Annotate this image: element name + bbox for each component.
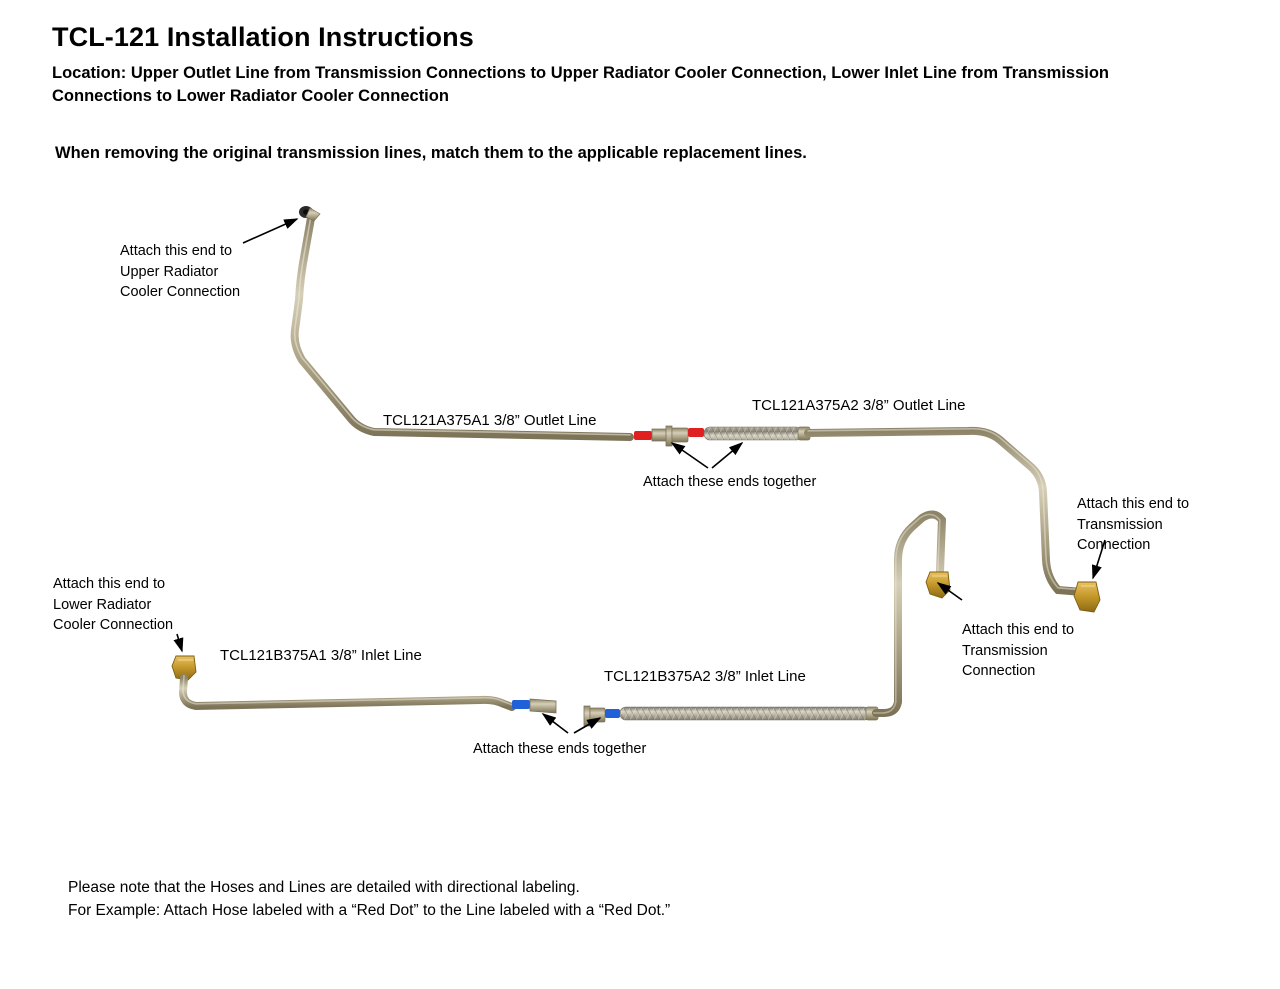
brass-fitting-transmission-mid: [926, 572, 950, 598]
footer-line-1: Please note that the Hoses and Lines are detailed with directional labeling.: [68, 879, 580, 896]
label-inlet-b2: TCL121B375A2 3/8” Inlet Line: [604, 668, 806, 685]
location-description: Location: Upper Outlet Line from Transmission Connections to Upper Radiator Cooler Connection, Lower Inlet Line from Transmission Connections to Lower Radiator Cooler Connection: [52, 64, 1110, 106]
callout-lower-radiator: [53, 574, 173, 636]
callout-upper-radiator: [120, 241, 240, 303]
callout-transmission-mid-line3: Connection: [962, 663, 1036, 680]
callout-transmission-right-line1: Attach this end to: [1077, 496, 1190, 512]
blue-dot-marker-b1: [512, 700, 530, 709]
red-dot-marker-a2: [688, 428, 704, 437]
line-tcl121a375a2: [808, 431, 1082, 592]
callout-upper-radiator-line1: Attach this end to: [120, 243, 233, 259]
callout-transmission-mid-line1: Attach this end to: [962, 622, 1075, 638]
line-highlight-b2: [874, 514, 940, 713]
leader-attach-top-left: [672, 443, 708, 468]
label-outlet-a1: TCL121A375A1 3/8” Outlet Line: [383, 412, 597, 429]
leader-attach-bottom-left: [543, 714, 568, 733]
braided-hose-b2: [620, 707, 870, 720]
label-inlet-b1: TCL121B375A1 3/8” Inlet Line: [220, 647, 422, 664]
leader-lower-radiator: [177, 634, 182, 651]
braided-hose-a2: [704, 427, 802, 440]
line-tcl121a375a1: [295, 218, 630, 437]
callout-upper-radiator-line3: Cooler Connection: [120, 284, 241, 301]
fitting-b1-end: [530, 699, 556, 713]
line-highlight-a1: [295, 216, 630, 435]
brass-fitting-transmission-right: [1074, 582, 1100, 612]
callout-lower-radiator-line3: Cooler Connection: [53, 617, 174, 634]
callout-lower-radiator-line1: Attach this end to: [53, 576, 166, 592]
line-tcl121b375a2: [876, 514, 942, 713]
fitting-a2-hex-left: [666, 426, 672, 446]
label-outlet-a2: TCL121A375A2 3/8” Outlet Line: [752, 397, 966, 414]
footer-line-2: For Example: Attach Hose labeled with a “Red Dot” to the Line labeled with a “Red Dot.”: [68, 902, 671, 919]
callout-transmission-right-line2: Transmission: [1077, 516, 1163, 533]
callout-transmission-right: [1077, 494, 1189, 556]
leader-upper-radiator: [243, 219, 297, 243]
callout-lower-radiator-line2: Lower Radiator: [53, 596, 152, 613]
fitting-b2-hex-left: [584, 706, 590, 726]
leader-attach-top-right: [712, 443, 742, 468]
page-title: TCL-121 Installation Instructions: [52, 22, 474, 52]
callout-transmission-mid-line2: Transmission: [962, 642, 1048, 659]
callout-upper-radiator-line2: Upper Radiator: [120, 263, 219, 280]
collar-a2-left: [672, 428, 688, 442]
red-dot-marker-a1: [634, 431, 652, 440]
matching-note: When removing the original transmission lines, match them to the applicable replacement lines.: [55, 144, 807, 162]
blue-dot-marker-b2: [605, 709, 620, 718]
callout-transmission-mid: [962, 620, 1074, 682]
fitting-upper-radiator-end: [299, 206, 320, 221]
callout-attach-ends-top: Attach these ends together: [643, 474, 817, 490]
callout-attach-ends-bottom: Attach these ends together: [473, 741, 647, 757]
callout-transmission-right-line3: Connection: [1077, 537, 1151, 554]
